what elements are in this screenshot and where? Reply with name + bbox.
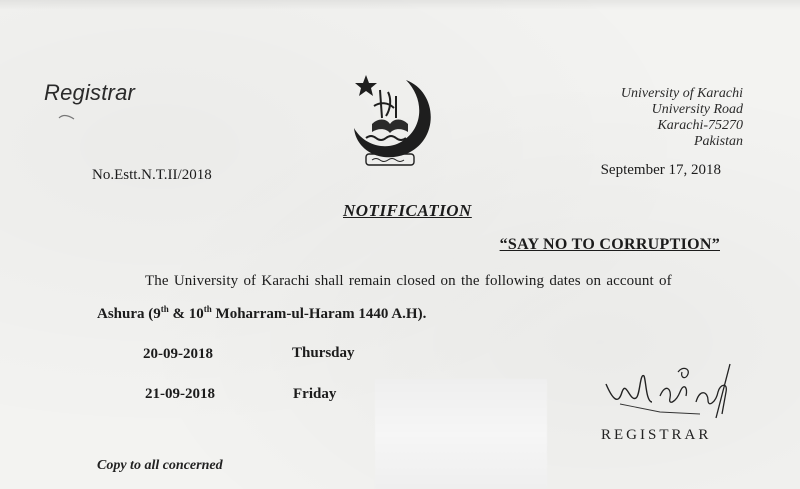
address-line: Pakistan [694,134,743,149]
ordinal-suffix: th [203,304,212,314]
redacted-area [375,379,547,489]
office-title: Registrar [44,80,136,105]
distribution-note: Copy to all concerned [97,458,223,473]
address-line: Karachi-75270 [657,118,743,133]
body-line-2-mid: & 10 [168,306,204,322]
issue-date: September 17, 2018 [600,162,721,178]
signatory-title: REGISTRAR [601,427,712,443]
address-line: University of Karachi [620,86,743,101]
closure-date: 21-09-2018 [145,386,215,402]
reference-number: No.Estt.N.T.II/2018 [92,167,212,183]
closure-day: Friday [293,386,337,402]
university-address [523,86,743,150]
closure-date: 20-09-2018 [143,346,213,362]
body-line-2-suffix: Moharram-ul-Haram 1440 A.H). [211,306,427,322]
closure-day: Thursday [292,345,355,361]
ordinal-suffix: th [160,304,169,314]
notification-heading: NOTIFICATION [343,201,472,220]
scan-shadow [0,0,800,10]
body-line-2 [97,304,426,323]
scan-smudge [58,112,76,122]
address-line: University Road [651,102,743,117]
slogan: “SAY NO TO CORRUPTION” [499,236,720,253]
body-line-2-prefix: Ashura (9 [97,306,161,322]
signature-mark [600,362,740,428]
body-line-1: The University of Karachi shall remain closed on the following dates on account of [145,273,672,289]
university-crest-icon [344,70,436,170]
